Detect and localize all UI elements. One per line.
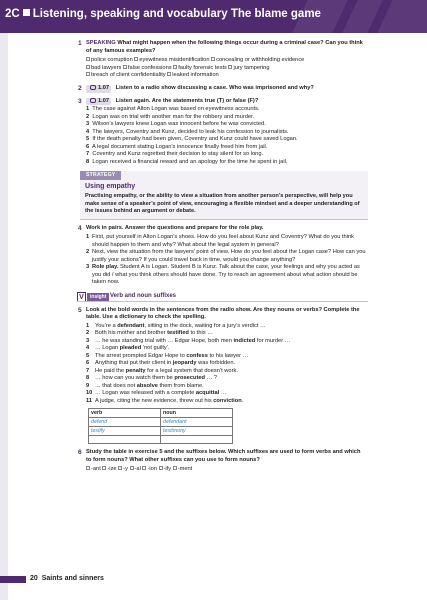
exercise-number: 1	[78, 40, 82, 47]
suffix-item: -ize	[102, 466, 116, 472]
prompt-text: Listen to a radio show discussing a case. Who was imprisoned and why?	[115, 85, 314, 92]
sentence-item: 5 The arrest prompted Edgar Hope to confess to his lawyer …	[86, 352, 249, 359]
page-header	[0, 0, 427, 33]
checkbox-icon	[173, 466, 177, 470]
prompt-text: What might happen when the following things occur during a criminal case? Can you think of any famous examples?	[86, 40, 363, 54]
option-item: faulty forensic tests	[173, 65, 227, 71]
suffix-item: -ion	[142, 466, 156, 472]
section-name: Listening, speaking and vocabulary	[32, 8, 228, 20]
statement-item: 1 The case against Alton Logan was based on eyewitness accounts.	[86, 106, 260, 113]
question-item: 2 Next, view the situation from the lawyers’ point of view. How do you feel about the Logan case? How can you justify your actions? If you could travel back in time, would you change anything?	[86, 249, 366, 263]
statement-list	[86, 106, 366, 166]
statement-item: 6 A legal document stating Logan’s innocence finally freed him from jail.	[86, 143, 268, 150]
option-item: leaked information	[167, 72, 218, 78]
table-cell[interactable]	[161, 436, 233, 444]
checkbox-icon	[86, 466, 90, 470]
exercise-5	[78, 306, 366, 445]
square-icon	[23, 9, 30, 16]
sentence-item: 6 Anything that put their client in jeopardy was forbidden.	[86, 360, 236, 367]
exercise-prompt	[86, 40, 366, 55]
unit-title: Saints and sinners	[41, 575, 104, 582]
table-row	[89, 427, 233, 436]
exercise-2	[78, 85, 366, 93]
sentence-item: 11 A judge, citing the new evidence, threw out his conviction.	[86, 397, 244, 404]
checkbox-icon	[159, 466, 163, 470]
exercise-4	[78, 225, 366, 286]
checkbox-icon	[167, 72, 171, 76]
sentence-item: 9 … that does not absolve them from blame.	[86, 382, 204, 389]
sentence-list	[86, 323, 366, 406]
exercise-1	[78, 40, 366, 80]
statement-item: 5 If the death penalty had been given, Coventry and Kunz could have saved Logan.	[86, 136, 298, 143]
option-item: police corruption	[86, 57, 133, 63]
statement-item: 4 The lawyers, Coventry and Kunz, decided to leak his confession to journalists.	[86, 128, 289, 135]
statement-item: 2 Logan was on trial with another man for the robbery and murder.	[86, 113, 255, 120]
footer-bar	[0, 576, 26, 583]
suffix-item: -al	[130, 466, 141, 472]
margin-strip	[0, 33, 8, 600]
question-list	[86, 234, 366, 287]
option-list	[86, 57, 366, 80]
exercise-3	[78, 97, 366, 167]
sentence-item: 10 … Logan was released with a complete acquittal …	[86, 390, 227, 397]
strategy-box	[80, 171, 368, 220]
checkbox-icon	[86, 57, 90, 61]
checkbox-icon	[142, 466, 146, 470]
option-item: jury tampering	[228, 65, 269, 71]
role-play-label: Role play.	[92, 264, 119, 271]
option-item: breach of client confidentiality	[86, 72, 166, 78]
suffix-item: -ify	[159, 466, 172, 472]
verb-noun-table	[88, 408, 233, 444]
sentence-item: 3 … he was standing trial with … Edgar Hope, both men indicted for murder …	[86, 337, 291, 344]
audio-icon	[90, 98, 96, 103]
checkbox-icon	[86, 72, 90, 76]
exercise-number: 3	[78, 97, 82, 105]
option-item: eyewitness misidentification	[134, 57, 209, 63]
table-row	[89, 418, 233, 427]
vocabulary-badge-icon: V	[77, 292, 86, 302]
sentence-item: 1 You’re a defendant, sitting in the dock, waiting for a jury’s verdict …	[86, 322, 266, 329]
strategy-label: STRATEGY	[80, 171, 121, 180]
table-cell[interactable]: testify	[89, 427, 161, 436]
track-number: 1.07	[98, 97, 110, 104]
statement-item: 8 Logan received a financial reward and an apology for the time he spent in jail.	[86, 158, 288, 165]
sentence-item: 2 Both his mother and brother testified to this …	[86, 330, 213, 337]
strategy-body: Practising empathy, or the ability to view a situation from another person’s perspective, will help you make sense of a speaker’s point of view, encouraging a flexible mindset and a deeper understanding of the issues behind an argument or debate.	[85, 193, 360, 215]
question-item: 1 First, put yourself in Alton Logan’s shoes. How do you feel about Kunz and Coventry? What do you think should happen to them and why? What about the legal system in general?	[86, 233, 354, 248]
checkbox-icon	[130, 466, 134, 470]
exercise-prompt: Look at the bold words in the sentences from the radio show. Are they nouns or verbs? Complete the table. Use a dictionary to check the spelling.	[86, 306, 360, 321]
exercise-prompt	[86, 98, 366, 106]
insight-title: Verb and noun suffixes	[110, 292, 177, 299]
checkbox-icon	[134, 57, 138, 61]
exercise-6	[78, 449, 366, 474]
statement-item: 3 Wilson’s lawyers knew Logan was innocent before he was convicted.	[86, 121, 266, 128]
column-header: noun	[161, 409, 233, 418]
exercise-prompt: Work in pairs. Answer the questions and prepare for the role play.	[86, 225, 264, 232]
divider	[77, 301, 368, 302]
checkbox-icon	[228, 65, 232, 69]
table-cell[interactable]: defend	[89, 418, 161, 427]
speaking-label: SPEAKING	[86, 40, 116, 46]
checkbox-icon	[173, 65, 177, 69]
table-row	[89, 436, 233, 444]
exercise-number: 2	[78, 85, 82, 93]
column-header: verb	[89, 409, 161, 418]
track-number: 1.07	[98, 85, 110, 92]
prompt-text: Listen again. Are the statements true (T) or false (F)?	[115, 97, 259, 104]
checkbox-icon	[102, 466, 106, 470]
question-item: 3 Role play. Student A is Logan. Student B is Kunz. Talk about the case, your feelings and why you acted as you did / what you think others should have done. Try to reach an agreement about what action should be taken now.	[86, 264, 360, 286]
lesson-code: 2C	[5, 8, 20, 20]
checkbox-icon	[123, 65, 127, 69]
option-item: concealing or withholding evidence	[211, 57, 304, 63]
checkbox-icon	[86, 65, 90, 69]
table-cell[interactable]	[89, 436, 161, 444]
sentence-item: 4 … Logan pleaded ‘not guilty’.	[86, 345, 170, 352]
main-content	[78, 40, 366, 479]
page-number: 20	[30, 575, 38, 582]
audio-track[interactable]	[86, 98, 111, 106]
strategy-heading: Using empathy	[85, 183, 136, 191]
exercise-number: 6	[78, 449, 82, 457]
page-footer	[0, 574, 427, 586]
header-title	[5, 8, 321, 20]
footer-text	[30, 575, 104, 582]
exercise-number: 5	[78, 306, 82, 314]
table-cell[interactable]: defendant	[161, 418, 233, 427]
suffix-item: -y	[118, 466, 128, 472]
option-item: bad lawyers	[86, 65, 121, 71]
audio-icon	[90, 85, 96, 90]
exercise-prompt: Study the table in exercise 5 and the suffixes below. Which suffixes are used to form verbs and which to form nouns? What other suffixes can you use to form nouns?	[86, 449, 361, 463]
checkbox-icon	[211, 57, 215, 61]
suffix-item: -ant	[86, 466, 101, 472]
exercise-number: 4	[78, 225, 82, 233]
audio-track[interactable]	[86, 85, 111, 93]
option-item: false confessions	[123, 65, 172, 71]
suffix-list	[86, 466, 366, 474]
insight-bar	[77, 292, 368, 302]
exercise-prompt	[86, 85, 366, 93]
sentence-item: 7 He paid the penalty for a legal system that doesn’t work.	[86, 367, 238, 374]
checkbox-icon	[118, 466, 122, 470]
statement-item: 7 Coventry and Kunz regretted their decision to stay silent for so long.	[86, 151, 264, 158]
table-cell[interactable]: testimony	[161, 427, 233, 436]
lesson-title: The blame game	[230, 8, 321, 20]
sentence-item: 8 … how can you watch them be prosecuted … ?	[86, 375, 218, 382]
insight-label: insight	[87, 293, 109, 302]
suffix-item: -ment	[173, 466, 193, 472]
